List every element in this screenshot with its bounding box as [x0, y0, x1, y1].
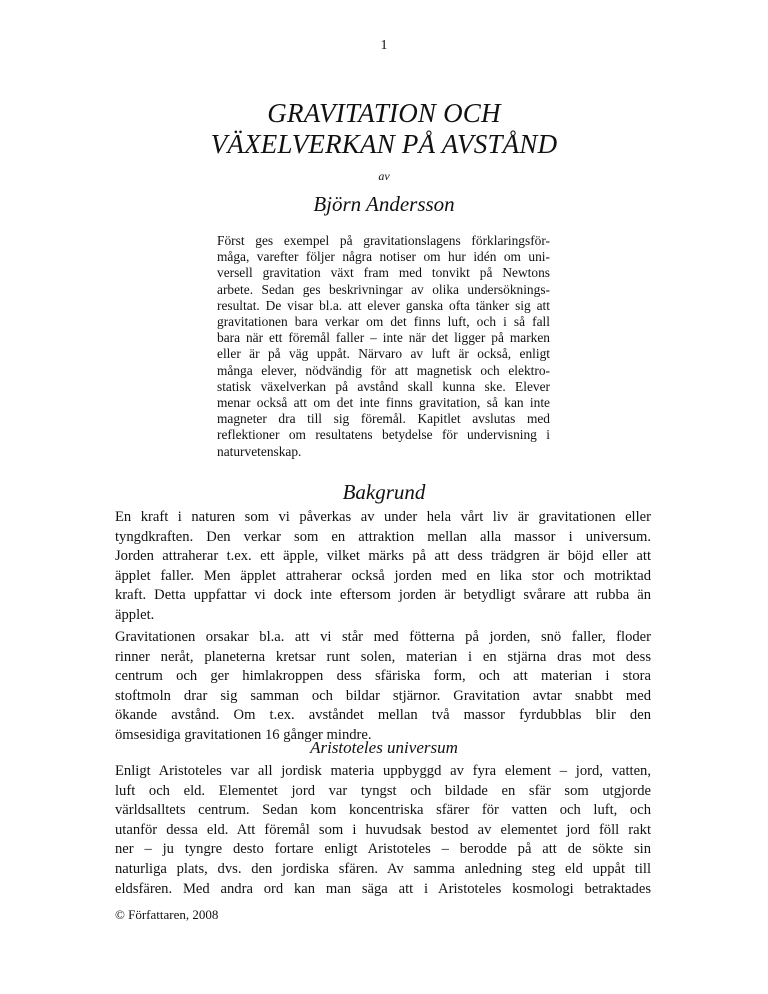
- abstract-line: versell gravitation växt fram med tonvikt på Newtons: [217, 265, 550, 281]
- paragraph-line: äpplet.: [115, 606, 155, 623]
- abstract-line: resultat. De visar bl.a. att elever ganska ofta tänker sig att: [217, 297, 550, 313]
- abstract-line: statisk växelverkan på avstånd skall kunna ske. Elever: [217, 378, 550, 394]
- title-line-1: GRAVITATION OCH: [267, 98, 501, 128]
- abstract-line: menar också att om det inte finns gravitation, så kan inte: [217, 395, 550, 411]
- byline: av: [378, 169, 390, 183]
- paragraph-2: [115, 628, 651, 746]
- copyright-footer: © Författaren, 2008: [115, 907, 219, 922]
- paragraph-line: äpplet faller. Men äpplet attraherar också jorden med en lika stor och motriktad: [115, 567, 651, 584]
- paragraph-line: Gravitationen orsakar bl.a. att vi står med fötterna på jorden, snö faller, floder: [115, 629, 651, 645]
- section-heading: Bakgrund: [342, 480, 426, 504]
- abstract-line: eller är på väg uppåt. Närvaro av luft är också, enligt: [217, 346, 550, 362]
- paragraph-3: [115, 762, 651, 899]
- abstract-line: naturvetenskap.: [217, 443, 302, 459]
- paragraph-line: naturliga plats, dvs. den jordiska sfären. Av samma anledning steg eld uppåt till: [115, 860, 651, 877]
- abstract-line: många elever, nödvändig för att magnetisk och elektro-: [217, 362, 550, 378]
- title-line-2: VÄXELVERKAN PÅ AVSTÅND: [210, 129, 558, 159]
- page-number: 1: [380, 38, 388, 53]
- abstract-line: arbete. Sedan ges beskrivningar av olika undersöknings-: [217, 281, 550, 297]
- paragraph-line: luft och eld. Elementet jord var tyngst och bildade en sfär som utgjorde: [115, 782, 651, 799]
- abstract-line: reflektioner om resultatens betydelse för undervisning i: [217, 427, 550, 443]
- paragraph-line: Jorden attraherar t.ex. ett äpple, vilket märks på att dess trädgren är böjd eller att: [115, 548, 651, 565]
- abstract-line: gravitationen bara verkar om det finns luft, och i så fall: [217, 314, 550, 330]
- paragraph-line: eldsfären. Med andra ord kan man säga att i Aristoteles kosmologi betraktades: [115, 880, 651, 897]
- paragraph-line: ner – ju tyngre desto fortare enligt Aristoteles – berodde på att de sökte sin: [115, 841, 651, 858]
- paragraph-line: kraft. Detta uppfattar vi dock inte eftersom jorden är betydligt svårare att rubba än: [115, 587, 651, 604]
- paragraph-line: Enligt Aristoteles var all jordisk materia uppbyggd av fyra element – jord, vatten,: [115, 763, 651, 779]
- abstract-line: bara när ett föremål faller – inte när det ligger på marken: [217, 330, 550, 346]
- paragraph-line: rinner neråt, planeterna kretsar runt solen, materian i en stjärna dras mot dess: [115, 648, 651, 665]
- paragraph-line: stoftmoln drar sig samman och bildar stjärnor. Gravitation avtar snabbt med: [115, 687, 651, 704]
- abstract: [217, 233, 550, 460]
- paragraph-line: centrum och ger himlakroppen dess sfäriska form, och att materian i stora: [115, 668, 651, 685]
- abstract-line: Först ges exempel på gravitationslagens förklaringsför-: [217, 233, 550, 248]
- paragraph-line: ökande avstånd. Om t.ex. avståndet mellan två massor fyrdubblas blir den: [115, 707, 651, 724]
- abstract-line: magneter dra till sig föremål. Kapitlet avslutas med: [217, 411, 550, 427]
- paragraph-line: ömsesidiga gravitationen 16 gånger mindre.: [115, 726, 372, 743]
- paragraph-line: En kraft i naturen som vi påverkas av under hela vårt liv är gravitationen eller: [115, 509, 651, 525]
- paragraph-line: tyngdkraften. Den verkar som en attraktion mellan alla massor i universum.: [115, 528, 651, 545]
- author-name: Björn Andersson: [313, 192, 455, 216]
- paragraph-line: utanför dessa eld. Att föremål som i huvudsak bestod av elementet jord föll rakt: [115, 821, 651, 838]
- document-title: [0, 98, 768, 160]
- paragraph-line: världsalltets centrum. Sedan kom koncentriska sfärer för vatten och luft, och: [115, 802, 651, 819]
- paragraph-1: [115, 508, 651, 626]
- subsection-heading: Aristoteles universum: [310, 738, 458, 757]
- abstract-line: måga, varefter följer några notiser om hur idén om uni-: [217, 249, 550, 265]
